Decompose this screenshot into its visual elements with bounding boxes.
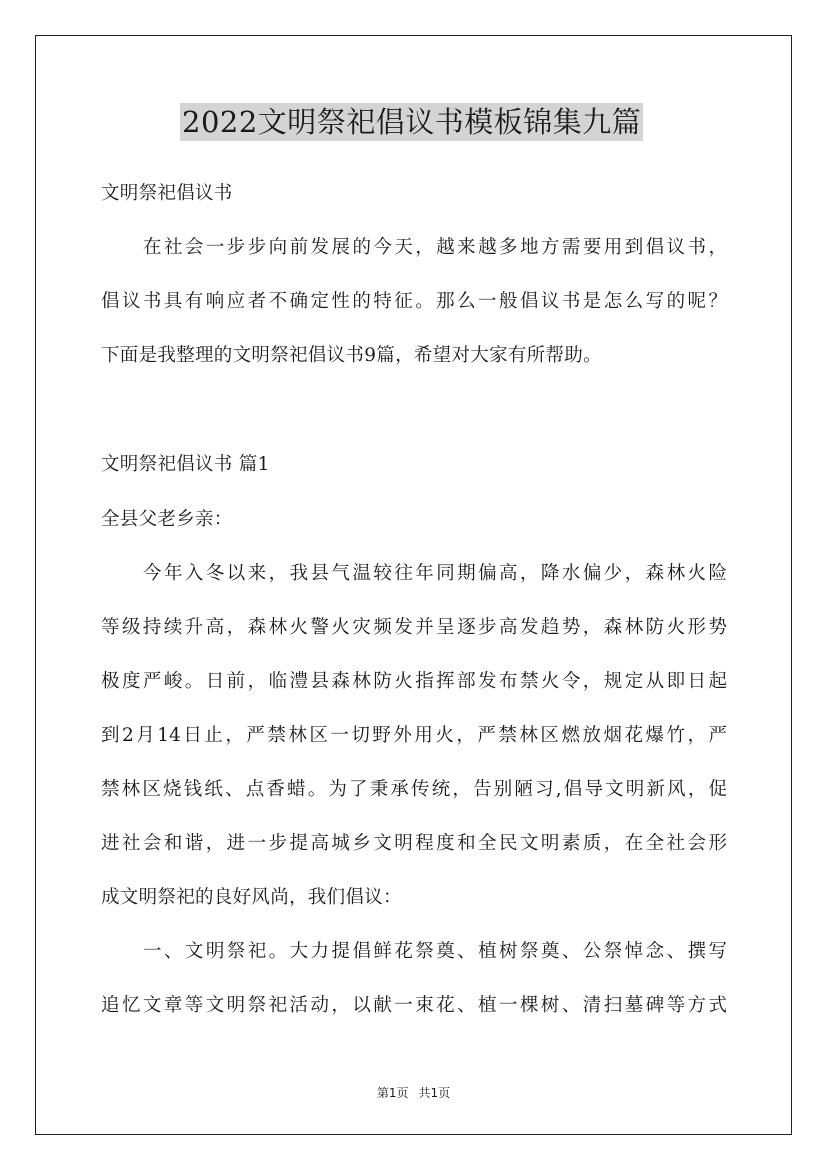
paragraph-line: 等级持续升高，森林火警火灾频发并呈逐步高发趋势，森林防火形势 [101,617,727,638]
section-label: 文明祭祀倡议书 [101,183,233,204]
document-title: 2022文明祭祀倡议书模板锦集九篇 [182,105,642,139]
page-total: 共1页 [418,1086,451,1100]
intro-line: 在社会一步步向前发展的今天，越来越多地方需要用到倡议书， [143,237,727,258]
paragraph-line: 成文明祭祀的良好风尚，我们倡议： [101,887,402,908]
paragraph-line: 一、文明祭祀。大力提倡鲜花祭奠、植树祭奠、公祭悼念、撰写 [143,941,727,962]
paragraph-line: 今年入冬以来，我县气温较往年同期偏高，降水偏少，森林火险 [143,563,727,584]
intro-line: 倡议书具有响应者不确定性的特征。那么一般倡议书是怎么写的呢？ [101,291,727,312]
paragraph-line: 进社会和谐，进一步提高城乡文明程度和全民文明素质，在全社会形 [101,833,727,854]
paragraph-line: 极度严峻。日前，临澧县森林防火指挥部发布禁火令，规定从即日起 [101,671,727,692]
paragraph-line: 追忆文章等文明祭祀活动，以献一束花、植一棵树、清扫墓碑等方式 [101,995,727,1016]
page-number: 第1页 [376,1086,409,1100]
article-heading: 文明祭祀倡议书 篇1 [101,454,270,475]
salutation: 全县父老乡亲： [101,509,233,530]
paragraph-line: 禁林区烧钱纸、点香蜡。为了秉承传统，告别陋习,倡导文明新风，促 [101,779,727,800]
intro-line: 下面是我整理的文明祭祀倡议书9篇，希望对大家有所帮助。 [101,345,602,366]
paragraph-line: 到2月14日止，严禁林区一切野外用火，严禁林区燃放烟花爆竹，严 [101,725,727,746]
page-footer [0,1085,827,1101]
